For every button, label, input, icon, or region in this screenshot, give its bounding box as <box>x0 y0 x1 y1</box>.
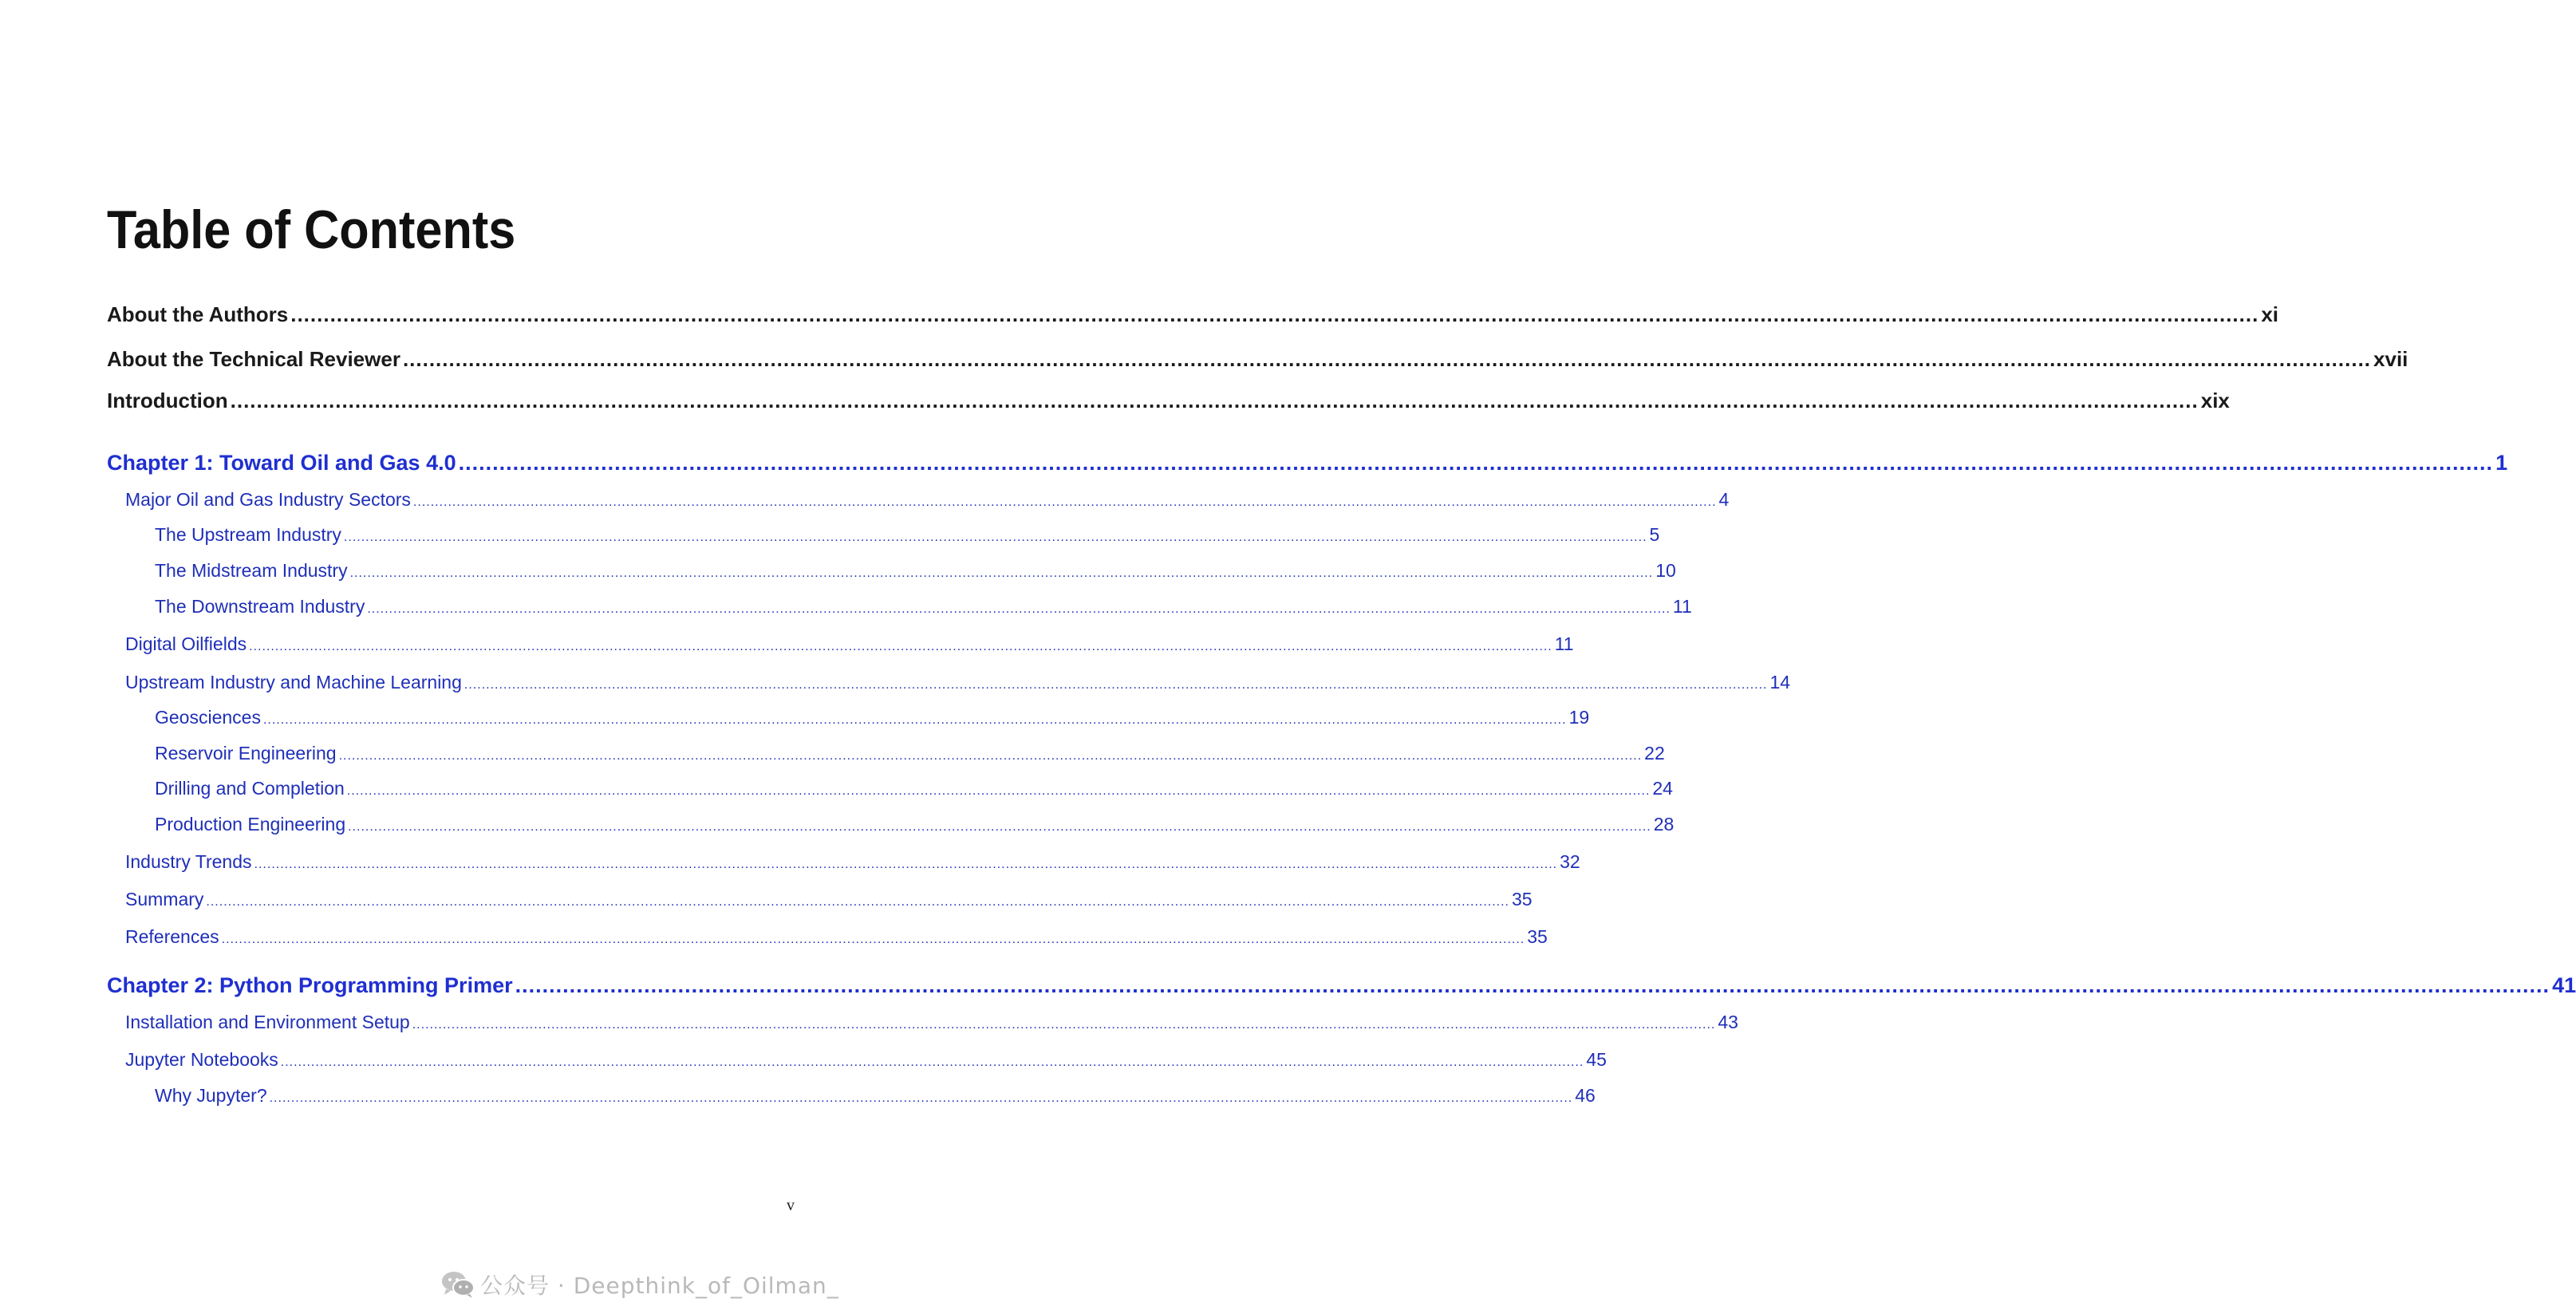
toc-subsection[interactable] <box>155 596 1692 617</box>
toc-section[interactable] <box>125 633 1574 655</box>
toc-subsection-page: 19 <box>1568 707 1590 728</box>
toc-section-page: 11 <box>1554 633 1574 654</box>
toc-subsection-page: 11 <box>1672 596 1692 617</box>
toc-section-page: 43 <box>1718 1012 1738 1032</box>
toc-subsection[interactable] <box>155 743 1665 764</box>
toc-entry-page: xix <box>2200 389 2230 412</box>
watermark <box>440 1269 839 1300</box>
toc-subsection[interactable] <box>155 1085 1596 1107</box>
toc-section-label: Summary <box>125 889 204 909</box>
toc-entry-label: About the Technical Reviewer <box>107 347 400 371</box>
toc-entry-page: xvii <box>2373 347 2408 371</box>
page-title: Table of Contents <box>107 199 516 260</box>
toc-subsection-label: Production Engineering <box>155 814 346 834</box>
dot-leader: ............................................................................................................................................................................................................................................................................................................ <box>290 302 2259 326</box>
watermark-text: 公众号 · Deepthink_of_Oilman_ <box>480 1272 839 1299</box>
toc-section-label: Upstream Industry and Machine Learning <box>125 672 462 692</box>
toc-section-label: Installation and Environment Setup <box>125 1012 410 1032</box>
toc-subsection-label: Why Jupyter? <box>155 1085 267 1106</box>
toc-entry-page: xi <box>2261 302 2279 326</box>
dot-leader: ............................................................................................................................................................................................................................................................................................................ <box>515 973 2550 997</box>
dot-leader: ............................................................................................................................................................................................................................................................................................................ <box>230 389 2199 412</box>
toc-section[interactable] <box>125 672 1791 693</box>
dot-leader: ............................................................................................................................................................................................................................................................................................................ <box>367 602 1671 616</box>
toc-subsection-label: The Midstream Industry <box>155 560 348 581</box>
toc-section-page: 4 <box>1718 489 1730 510</box>
dot-leader: ............................................................................................................................................................................................................................................................................................................ <box>458 451 2494 475</box>
toc-subsection[interactable] <box>155 814 1675 835</box>
page-number: v <box>787 1197 795 1214</box>
toc-section-label: Digital Oilfields <box>125 633 247 654</box>
toc-entry-label: Introduction <box>107 389 228 412</box>
toc-chapter-page: 1 <box>2495 451 2508 475</box>
toc-section-page: 32 <box>1560 851 1580 872</box>
toc-chapter-1[interactable] <box>107 451 2508 475</box>
toc-section-label: References <box>125 926 219 947</box>
dot-leader: ............................................................................................................................................................................................................................................................................................................ <box>464 678 1768 692</box>
toc-subsection[interactable] <box>155 778 1673 799</box>
toc-entry-label: About the Authors <box>107 302 289 326</box>
dot-leader: ............................................................................................................................................................................................................................................................................................................ <box>402 347 2372 371</box>
toc-section-page: 35 <box>1512 889 1533 909</box>
toc-section[interactable] <box>125 889 1533 910</box>
toc-section-page: 35 <box>1527 926 1548 947</box>
toc-section-label: Industry Trends <box>125 851 252 872</box>
dot-leader: ............................................................................................................................................................................................................................................................................................................ <box>269 1091 1573 1105</box>
toc-subsection-page: 5 <box>1649 524 1660 545</box>
dot-leader: ............................................................................................................................................................................................................................................................................................................ <box>343 531 1647 544</box>
toc-chapter-label: Chapter 1: Toward Oil and Gas 4.0 <box>107 451 456 475</box>
toc-section-page: 45 <box>1586 1049 1607 1070</box>
toc-subsection[interactable] <box>155 560 1676 582</box>
toc-subsection-label: Geosciences <box>155 707 261 728</box>
toc-subsection-label: The Downstream Industry <box>155 596 365 617</box>
toc-section[interactable] <box>125 489 1730 511</box>
toc-subsection[interactable] <box>155 524 1660 546</box>
toc-section-label: Jupyter Notebooks <box>125 1049 278 1070</box>
dot-leader: ............................................................................................................................................................................................................................................................................................................ <box>206 895 1509 909</box>
toc-entry-technical-reviewer[interactable] <box>107 347 2408 372</box>
toc-section[interactable] <box>125 1012 1738 1033</box>
toc-chapter-2[interactable] <box>107 973 2576 998</box>
toc-section-page: 14 <box>1769 672 1791 692</box>
toc-subsection[interactable] <box>155 707 1590 728</box>
toc-subsection-label: The Upstream Industry <box>155 524 341 545</box>
dot-leader: ............................................................................................................................................................................................................................................................................................................ <box>254 858 1558 871</box>
toc-subsection-page: 46 <box>1575 1085 1596 1106</box>
toc-subsection-label: Drilling and Completion <box>155 778 345 799</box>
dot-leader: ............................................................................................................................................................................................................................................................................................................ <box>412 1018 1716 1032</box>
dot-leader: ............................................................................................................................................................................................................................................................................................................ <box>221 933 1525 946</box>
toc-subsection-page: 22 <box>1644 743 1665 763</box>
dot-leader: ............................................................................................................................................................................................................................................................................................................ <box>249 640 1552 653</box>
dot-leader: ............................................................................................................................................................................................................................................................................................................ <box>338 749 1643 763</box>
dot-leader: ............................................................................................................................................................................................................................................................................................................ <box>348 820 1651 834</box>
toc-subsection-page: 28 <box>1653 814 1675 834</box>
dot-leader: ............................................................................................................................................................................................................................................................................................................ <box>346 784 1651 798</box>
dot-leader: ............................................................................................................................................................................................................................................................................................................ <box>280 1055 1584 1069</box>
dot-leader: ............................................................................................................................................................................................................................................................................................................ <box>349 566 1654 580</box>
dot-leader: ............................................................................................................................................................................................................................................................................................................ <box>412 495 1717 509</box>
toc-chapter-page: 41 <box>2552 973 2576 997</box>
toc-entry-about-authors[interactable] <box>107 302 2279 327</box>
toc-section[interactable] <box>125 926 1548 948</box>
toc-section-label: Major Oil and Gas Industry Sectors <box>125 489 411 510</box>
toc-entry-introduction[interactable] <box>107 389 2230 413</box>
toc-section[interactable] <box>125 851 1580 873</box>
dot-leader: ............................................................................................................................................................................................................................................................................................................ <box>262 713 1567 727</box>
toc-chapter-label: Chapter 2: Python Programming Primer <box>107 973 513 997</box>
toc-subsection-label: Reservoir Engineering <box>155 743 337 763</box>
toc-section[interactable] <box>125 1049 1607 1071</box>
toc-subsection-page: 24 <box>1652 778 1673 799</box>
wechat-icon <box>440 1270 475 1299</box>
toc-subsection-page: 10 <box>1655 560 1676 581</box>
